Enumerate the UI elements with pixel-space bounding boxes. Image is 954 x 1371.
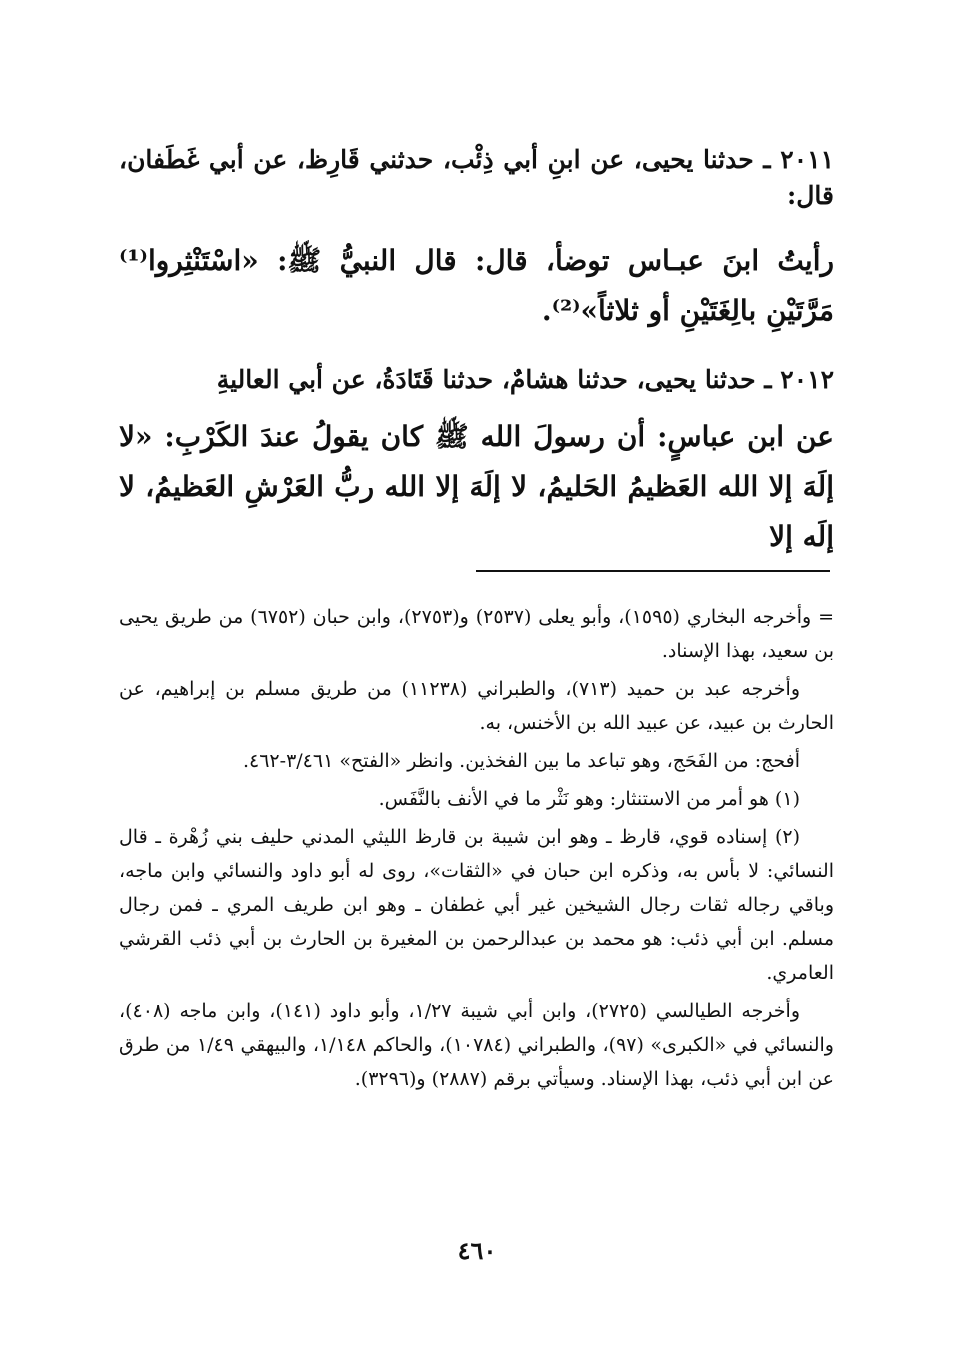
- footnote-paragraph: = وأخرجه البخاري (١٥٩٥)، وأبو يعلى (٢٥٣٧) و(٢٧٥٣)، وابن حبان (٦٧٥٢) من طريق يحيى بن سعيد، بهذا الإسناد.: [119, 606, 835, 662]
- hadith-matn: عن ابن عباسٍ: أن رسولَ الله ﷺ كان يقولُ عندَ الكَرْبِ: «لا إلَهَ إلا الله العَظيمُ الحَليمُ، لا إلَهَ إلا الله ربُّ العَرْشِ العَظيمُ، لا إلَه إلا: [119, 420, 834, 553]
- footnote-paragraph: (١) هو أمر من الاستنثار: وهو نَثْر ما في الأنف بالنَّفَس.: [378, 788, 800, 810]
- footnote-separator: [476, 570, 830, 572]
- footnotes: [119, 600, 834, 1100]
- hadith-isnad: ٢٠١٢ ـ حدثنا يحيى، حدثنا هشامٌ، حدثنا قَتَادَةُ، عن أبي العاليةِ: [216, 365, 834, 394]
- hadith-2012: [119, 362, 834, 562]
- page-number: ٤٦٠: [457, 1236, 497, 1265]
- footnote-paragraph: وأخرجه الطيالسي (٢٧٢٥)، وابن أبي شيبة ١/٢٧، وأبو داود (١٤١)، وابن ماجه (٤٠٨)، والنسائي في «الكبرى» (٩٧)، والطبراني (١٠٧٨٤)، والحاكم ١/١٤٨، والبيهقي ١/٤٩ من طرق عن ابن أبي ذئب، بهذا الإسناد. وسيأتي برقم (٢٨٨٧) و(٣٢٩٦).: [119, 1000, 834, 1090]
- footnote-paragraph: (٢) إسناده قوي، قارظ ـ وهو ابن شيبة بن قارظ الليثي المدني حليف بني زُهْرة ـ قال النسائي: لا بأس به، وذكره ابن حبان في «الثقات»، روى له أبو داود والنسائي وابن ماجه، وباقي رجاله ثقات رجال الشيخين غير أبي غطفان ـ وهو ابن طريف المري ـ فمن رجال مسلم. ابن أبي ذئب: هو محمد بن عبدالرحمن بن المغيرة بن الحارث بن أبي ذئب القرشي العامري.: [119, 826, 834, 984]
- hadith-isnad: ٢٠١١ ـ حدثنا يحيى، عن ابنِ أبي ذِئْب، حدثني قَارِظ، عن أبي غَطَفان، قال:: [119, 145, 834, 210]
- hadith-matn: رأيتُ ابنَ عبـاس توضأ، قال: قال النبيُّ ﷺ: «اسْتَنْثِروا⁽¹⁾ مَرَّتَيْنِ بالِغَتَيْنِ أو ثلاثاً»⁽²⁾.: [119, 244, 834, 327]
- footnote-paragraph: وأخرجه عبد بن حميد (٧١٣)، والطبراني (١١٢٣٨) من طريق مسلم بن إبراهيم، عن الحارث بن عبيد، عن عبيد الله بن الأخنس، به.: [119, 678, 834, 734]
- footnote-paragraph: أفحج: من الفَحَج، وهو تباعد ما بين الفخذين. وانظر «الفتح» ٣/٤٦١-٤٦٢.: [242, 750, 800, 772]
- hadith-2011: [119, 142, 834, 336]
